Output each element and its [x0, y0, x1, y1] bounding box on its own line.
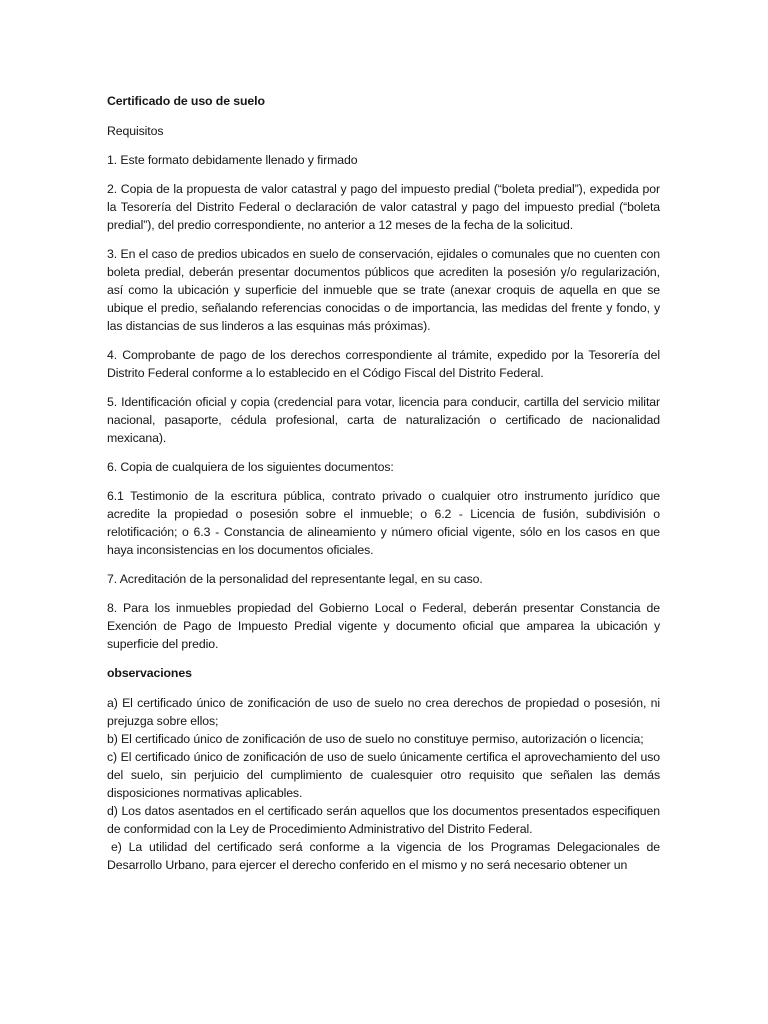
requirement-2: 2. Copia de la propuesta de valor catastral y pago del impuesto predial (“boleta predial”), expedida por la Tesorería del Distrito Federal o declaración de valor catastral y pago del impuesto predial (“boleta predial”), del predio correspondiente, no anterior a 12 meses de la fecha de la solicitud. [107, 182, 660, 232]
requirement-4: 4. Comprobante de pago de los derechos correspondiente al trámite, expedido por la Tesorería del Distrito Federal conforme a lo establecido en el Código Fiscal del Distrito Federal. [107, 348, 660, 380]
requirement-6-1: 6.1 Testimonio de la escritura pública, contrato privado o cualquier otro instrumento jurídico que acredite la propiedad o posesión sobre el inmueble; o 6.2 - Licencia de fusión, subdivisión o relotificación; o 6.3 - Constancia de alineamiento y número oficial vigente, sólo en los casos en que haya inconsistencias en los documentos oficiales. [107, 489, 660, 557]
observation-b: b) El certificado único de zonificación de uso de suelo no constituye permiso, autorización o licencia; [107, 732, 644, 746]
requirement-6: 6. Copia de cualquiera de los siguientes documentos: [107, 460, 394, 474]
observation-d: d) Los datos asentados en el certificado serán aquellos que los documentos presentados especifiquen de conformidad con la Ley de Procedimiento Administrativo del Distrito Federal. [107, 804, 660, 836]
observation-a: a) El certificado único de zonificación de uso de suelo no crea derechos de propiedad o posesión, ni prejuzga sobre ellos; [107, 696, 660, 728]
requirement-1: 1. Este formato debidamente llenado y firmado [107, 153, 358, 167]
observations-list [107, 694, 660, 874]
requirement-7: 7. Acreditación de la personalidad del representante legal, en su caso. [107, 572, 483, 586]
requirement-5: 5. Identificación oficial y copia (credencial para votar, licencia para conducir, cartilla del servicio militar nacional, pasaporte, cédula profesional, carta de naturalización o certificado de nacionalidad mexicana). [107, 395, 660, 445]
requirement-8: 8. Para los inmuebles propiedad del Gobierno Local o Federal, deberán presentar Constancia de Exención de Pago de Impuesto Predial vigente y documento oficial que amparea la ubicación y superficie del predio. [107, 601, 660, 651]
requirements-heading: Requisitos [107, 124, 164, 138]
requirement-3: 3. En el caso de predios ubicados en suelo de conservación, ejidales o comunales que no cuenten con boleta predial, deberán presentar documentos públicos que acrediten la posesión y/o regularización, así como la ubicación y superficie del inmueble que se trate (anexar croquis de aquella en que se ubique el predio, señalando referencias conocidas o de importancia, las medidas del frente y fondo, y las distancias de sus linderos a las esquinas más próximas). [107, 247, 660, 333]
observation-e: e) La utilidad del certificado será conforme a la vigencia de los Programas Delegacionales de Desarrollo Urbano, para ejercer el derecho conferido en el mismo y no será necesario obtener un [107, 840, 660, 872]
document-title: Certificado de uso de suelo [107, 94, 265, 108]
observations-heading: observaciones [107, 666, 192, 680]
observation-c: c) El certificado único de zonificación de uso de suelo únicamente certifica el aprovechamiento del uso del suelo, sin perjuicio del cumplimiento de cualesquier otro requisito que señalen las demás disposiciones normativas aplicables. [107, 750, 660, 800]
